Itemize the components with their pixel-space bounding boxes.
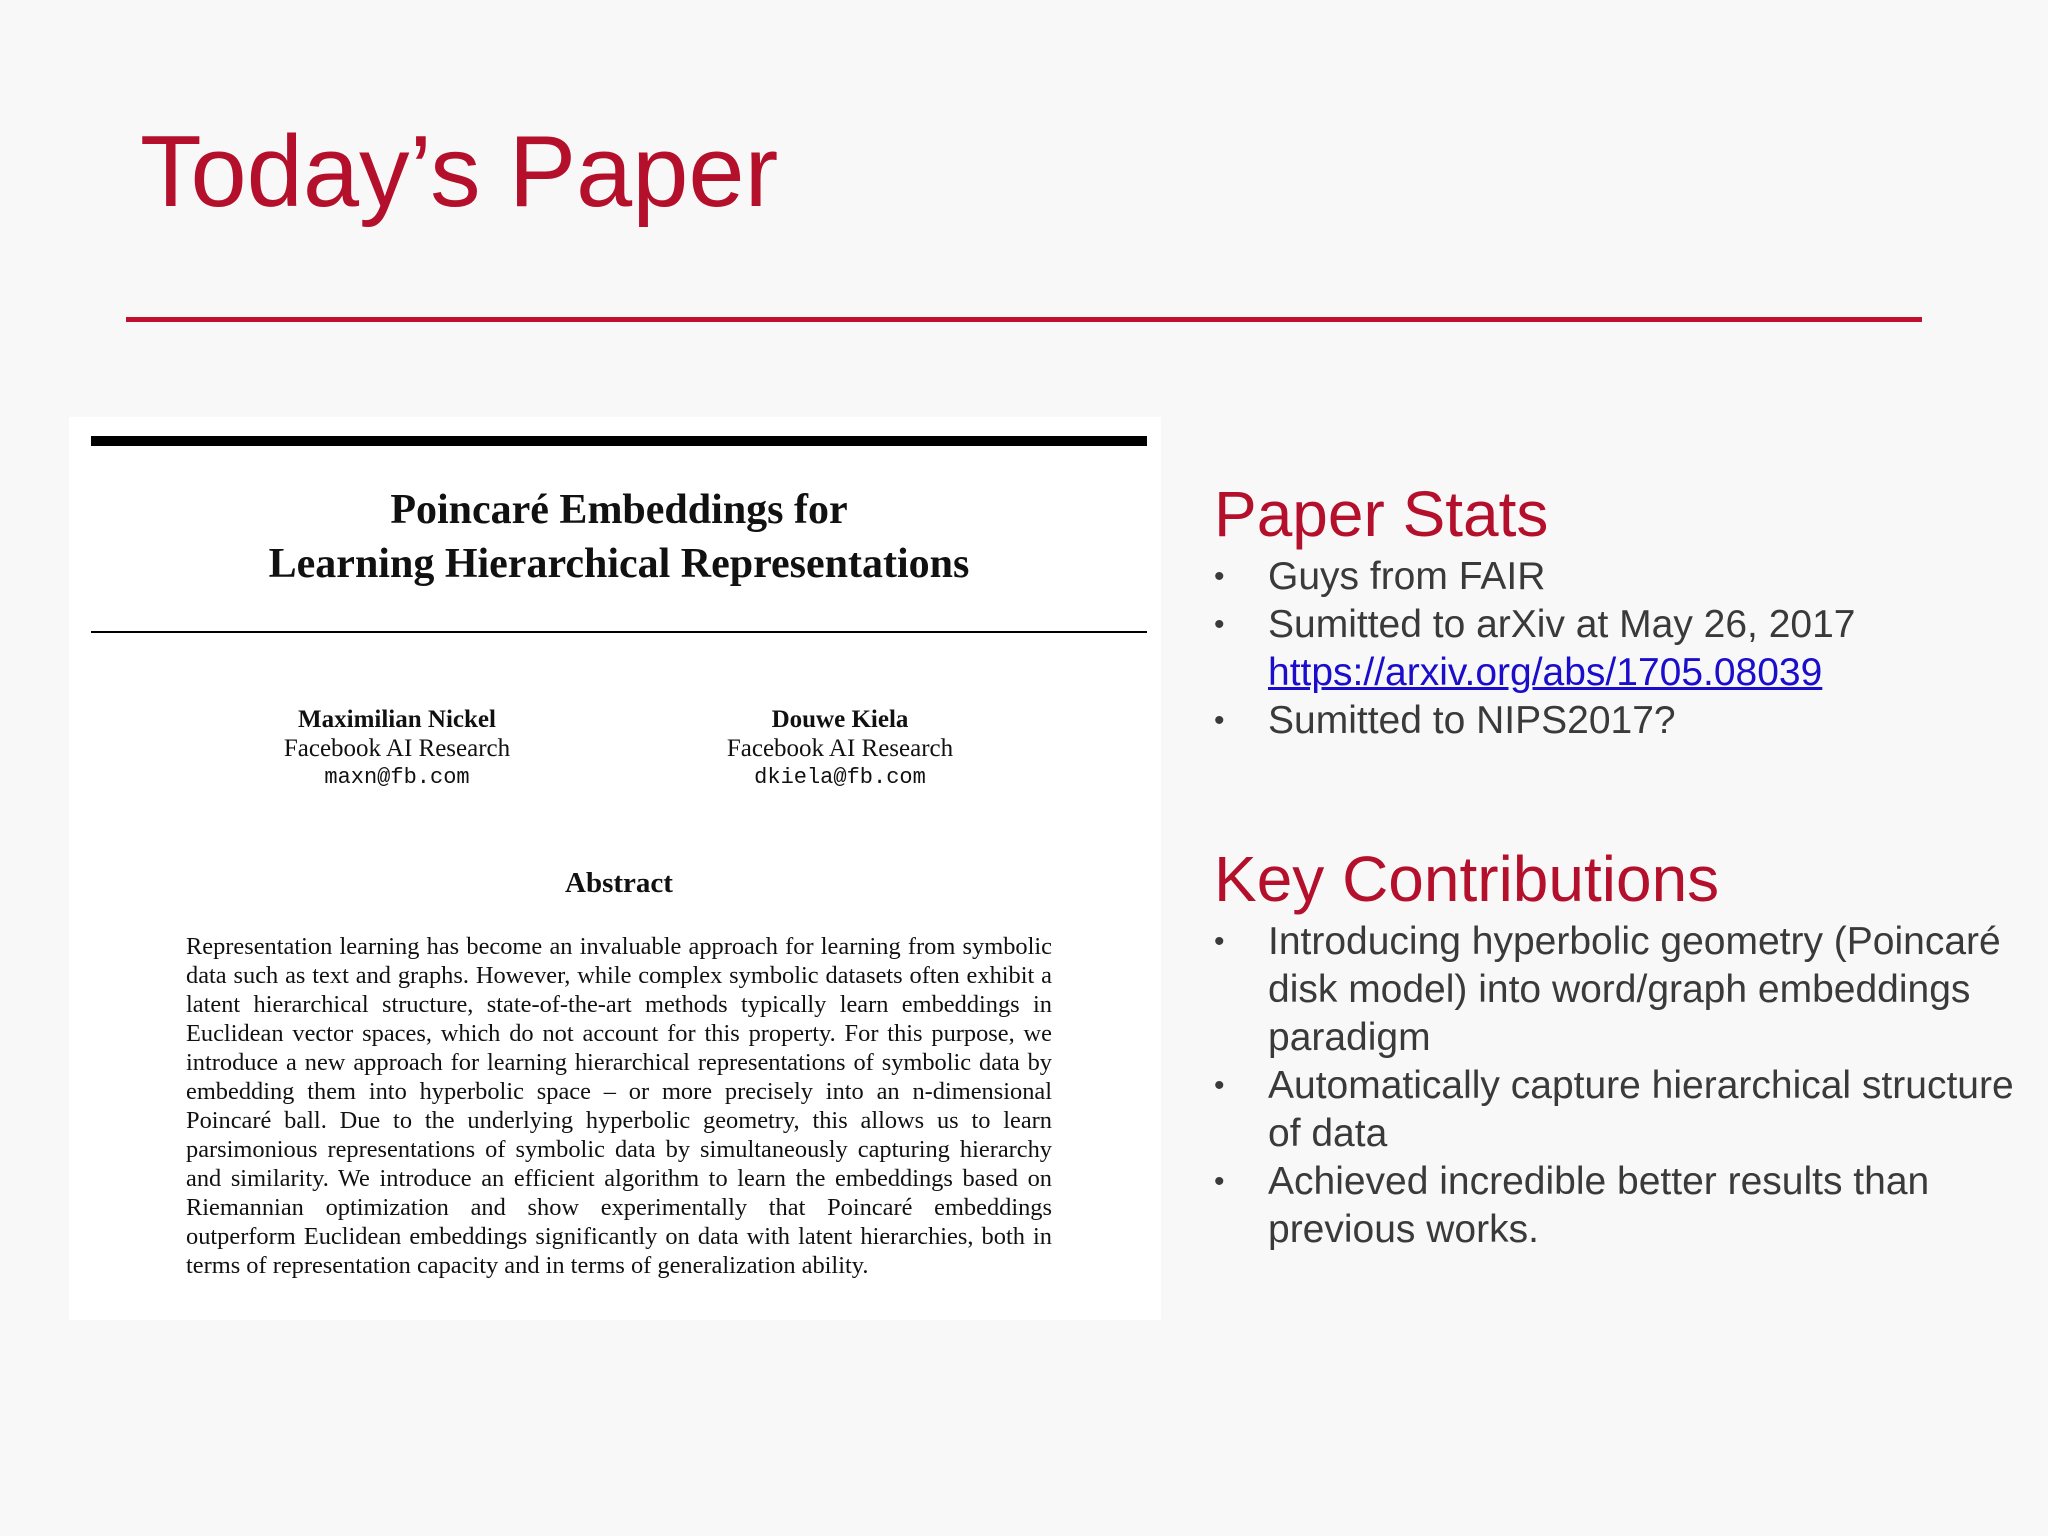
bullet-icon: • [1214,704,1225,737]
abstract-heading: Abstract [565,867,673,899]
author-block [217,705,577,792]
list-item-text: Sumitted to NIPS2017? [1268,699,1676,742]
author-email: dkiela@fb.com [754,765,926,790]
bullet-icon: • [1214,925,1225,958]
bullet-icon: • [1214,1165,1225,1198]
slide-title: Today’s Paper [140,116,779,228]
author-affiliation: Facebook AI Research [283,735,511,762]
bullet-icon: • [1214,608,1225,641]
author-name: Maximilian Nickel [298,706,496,733]
list-item-text: Sumitted to arXiv at May 26, 2017 [1268,603,1856,646]
list-item [1214,601,2014,697]
list-item [1214,1158,2014,1254]
paper-title-line-1: Poincaré Embeddings for [390,487,848,533]
paper-stats-list [1214,553,2014,745]
list-item-text: Introducing hyperbolic geometry (Poincaré disk model) into word/graph embeddings paradigm [1268,920,2001,1059]
list-item [1214,1062,2014,1158]
key-contributions-list [1214,918,2014,1254]
list-item-text: Guys from FAIR [1268,555,1546,598]
arxiv-link[interactable]: https://arxiv.org/abs/1705.08039 [1268,651,1823,694]
paper-title [69,483,1169,591]
paper-top-rule [91,436,1147,446]
author-name: Douwe Kiela [771,706,909,733]
list-item-text: Achieved incredible better results than previous works. [1268,1160,1930,1251]
paper-snapshot [69,417,1161,1320]
author-affiliation: Facebook AI Research [726,735,954,762]
paper-title-line-2: Learning Hierarchical Representations [268,541,970,587]
abstract-text: Representation learning has become an invaluable approach for learning from symbolic data such as text and graphs. However, while complex symbolic datasets often exhibit a latent hierarchical structure, state-of-the-art methods typically learn embeddings in Euclidean vector spaces, which do not account for this property. For this purpose, we introduce a new approach for learning hierarchical representations of symbolic data by embedding them into hyperbolic space – or more precisely into an n-dimensional Poincaré ball. Due to the underlying hyperbolic geometry, this allows us to learn parsimonious representations of symbolic data by simultaneously capturing hierarchy and similarity. We introduce an efficient algorithm to learn the embeddings based on Riemannian optimization and show experimentally that Poincaré embeddings outperform Euclidean embeddings significantly on data with latent hierarchies, both in terms of representation capacity and in terms of generalization ability. [186,933,1052,1279]
title-divider [126,317,1922,322]
bullet-icon: • [1214,1069,1225,1102]
bullet-icon: • [1214,560,1225,593]
paper-stats-title: Paper Stats [1214,478,1549,550]
paper-title-rule [91,631,1147,633]
list-item [1214,918,2014,1062]
list-item-text: Automatically capture hierarchical structure of data [1268,1064,2014,1155]
author-block [660,705,1020,792]
key-contributions-title: Key Contributions [1214,843,1720,915]
list-item [1214,553,2014,601]
list-item [1214,697,2014,745]
author-email: maxn@fb.com [324,765,470,790]
